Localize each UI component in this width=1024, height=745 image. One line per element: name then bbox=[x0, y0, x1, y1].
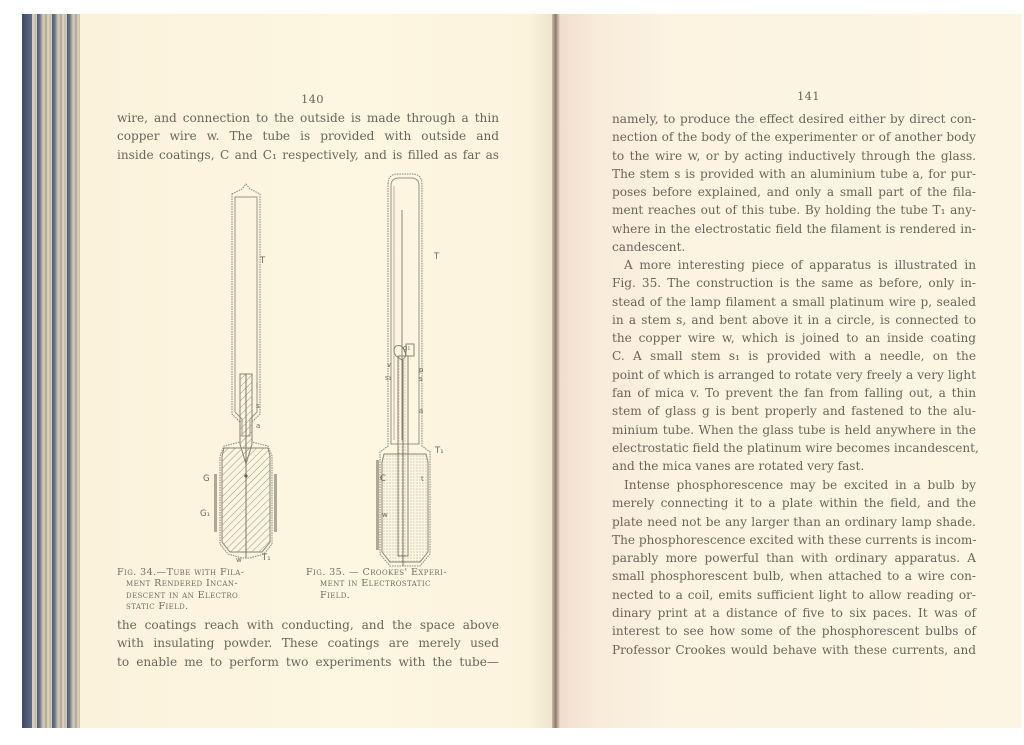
text-line: The stem s is provided with an aluminium tube a, for pur- bbox=[612, 166, 976, 181]
text-line: and the mica vanes are rotated very fast. bbox=[612, 459, 865, 474]
text-line: C. A small stem s₁ is provided with a needle, on the bbox=[612, 349, 976, 364]
text-line: Professor Crookes would behave with these currents, and bbox=[612, 642, 976, 657]
caption-line: descent in an Electro bbox=[126, 589, 239, 601]
caption-line: Fig. 34.—Tube with Fila- bbox=[117, 567, 245, 578]
fig34-label-G1: G₁ bbox=[200, 509, 210, 519]
right-paragraph-2 bbox=[612, 256, 979, 476]
text-line: electrostatic field the platinum wire becomes incandescent, bbox=[612, 440, 979, 455]
figure-34-caption bbox=[117, 567, 287, 613]
book-gutter bbox=[552, 14, 560, 728]
caption-line: ment in Electrostatic bbox=[320, 578, 431, 590]
fig34-label-w: w bbox=[236, 556, 242, 564]
text-line: the copper wire w, which is joined to an inside coating bbox=[612, 331, 976, 346]
text-line: where in the electrostatic field the filament is rendered in- bbox=[612, 221, 976, 236]
open-book bbox=[22, 14, 1022, 728]
text-line: wire, and connection to the outside is made through a thin bbox=[117, 111, 499, 125]
figure-34-tube-illustration bbox=[198, 174, 308, 559]
text-line: nection of the body of the experimenter or of another body bbox=[612, 130, 976, 145]
text-line: in a stem s, and bent above it in a circle, is connected to bbox=[612, 312, 976, 327]
text-line: copper wire w. The tube is provided with outside and bbox=[117, 129, 499, 144]
text-line: candescent. bbox=[612, 240, 686, 255]
fig34-label-s: s bbox=[256, 402, 260, 410]
text-line: interest to see how some of the phosphorescent bulbs of bbox=[612, 624, 976, 639]
left-page bbox=[80, 14, 552, 728]
page-number-right: 141 bbox=[797, 89, 820, 103]
caption-line: static Field. bbox=[126, 601, 189, 613]
fig35-label-C: C bbox=[380, 474, 386, 484]
text-line: poses before explained, and only a small part of the fila- bbox=[612, 185, 976, 200]
text-line: plate need not be any larger than an ordinary lamp shade. bbox=[612, 514, 976, 529]
text-line: with insulating powder. These coatings are merely used bbox=[117, 636, 499, 651]
text-line: small phosphorescent bulb, when attached to a wire con- bbox=[612, 569, 976, 584]
fig35-label-p: p bbox=[419, 366, 424, 374]
caption-line: Fig. 35. — Crookes' Experi- bbox=[306, 567, 447, 578]
fig35-label-t: t bbox=[421, 475, 424, 483]
text-line: minium tube. When the glass tube is held anywhere in the bbox=[612, 422, 976, 437]
text-line: to the wire w, or by acting inductively through the glass. bbox=[612, 148, 976, 163]
fig35-label-T: T bbox=[434, 252, 440, 262]
text-line: point of which is arranged to rotate very freely a very light bbox=[612, 367, 976, 382]
text-line: Intense phosphorescence may be excited in a bulb by bbox=[624, 478, 976, 492]
text-line: A more interesting piece of apparatus is illustrated in bbox=[624, 258, 976, 272]
text-line: to enable me to perform two experiments with the tube— bbox=[117, 654, 499, 669]
caption-line: ment Rendered Incan- bbox=[126, 578, 239, 590]
page-number-left: 140 bbox=[301, 92, 324, 106]
left-bottom-text bbox=[117, 616, 499, 671]
fig34-label-a: a bbox=[256, 422, 261, 430]
left-top-text bbox=[117, 109, 499, 164]
fig34-label-T: T bbox=[260, 256, 266, 266]
page-edges bbox=[22, 14, 80, 728]
text-line: The phosphorescence excited with these currents is incom- bbox=[612, 532, 977, 547]
right-page bbox=[560, 14, 1022, 728]
fig35-label-w: w bbox=[382, 511, 388, 519]
fig35-label-g1: g₁ bbox=[403, 344, 411, 352]
text-line: fan of mica v. To prevent the fan from falling out, a thin bbox=[612, 386, 976, 401]
fig34-label-T1: T₁ bbox=[262, 553, 271, 563]
figure-35-caption bbox=[306, 567, 506, 601]
caption-line: Field. bbox=[320, 589, 351, 601]
fig35-label-a: a bbox=[419, 407, 424, 415]
text-line: stead of the lamp filament a small platinum wire p, sealed bbox=[612, 294, 976, 309]
fig34-label-G: G bbox=[203, 474, 210, 484]
fig35-label-T1: T₁ bbox=[435, 446, 444, 456]
right-paragraph-1 bbox=[612, 110, 976, 256]
text-line: ment reaches out of this tube. By holding the tube T₁ any- bbox=[612, 203, 976, 218]
text-line: the coatings reach with conducting, and the space above bbox=[117, 618, 499, 632]
text-line: inside coatings, C and C₁ respectively, and is filled as far as bbox=[117, 147, 499, 162]
text-line: merely connecting it to a plate within the field, and the bbox=[612, 496, 976, 511]
fig35-label-s1: s₁ bbox=[385, 374, 392, 382]
text-line: Fig. 35. The construction is the same as before, only in- bbox=[612, 276, 976, 291]
fig35-label-v: v bbox=[387, 361, 392, 369]
text-line: nected to a coil, emits sufficient light to allow reading or- bbox=[612, 587, 976, 602]
text-line: stem of glass g is bent properly and fastened to the alu- bbox=[612, 404, 976, 419]
fig34-label-l: l bbox=[256, 382, 258, 390]
text-line: parably more powerful than with ordinary apparatus. A bbox=[612, 551, 976, 566]
text-line: dinary print at a distance of five to six paces. It was of bbox=[612, 606, 976, 621]
text-line: namely, to produce the effect desired either by direct con- bbox=[612, 112, 976, 126]
figure-35-crookes-illustration bbox=[350, 170, 470, 570]
fig35-label-s: s bbox=[419, 375, 423, 383]
right-paragraph-3 bbox=[612, 476, 976, 659]
